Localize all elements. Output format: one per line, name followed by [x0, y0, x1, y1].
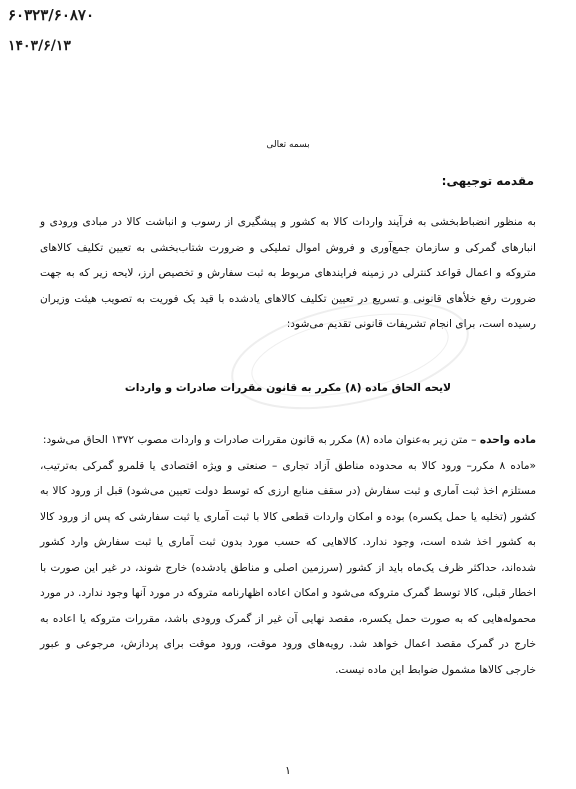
page-number: ۱ — [285, 764, 291, 777]
article-body: «ماده ۸ مکرر– ورود کالا به محدوده مناطق آزاد تجاری – صنعتی و ویژه اقتصادی یا قلمرو گمرکی به‌ترتیب، مستلزم اخذ ثبت آماری و ثبت سفارش (در سقف منابع ارزی که توسط دولت تعیین می‌شود) قبل از ورود کالا به کشور (تخلیه یا حمل یکسره) بوده و امکان واردات قطعی کالا با ثبت آماری یا ثبت سفارشی که پس از ورود کالا به کشور اخذ شده است، وجود ندارد. کالاهایی که حسب مورد بدون ثبت آماری یا ثبت سفارش وارد کشور شده‌اند، حداکثر ظرف یک‌ماه باید از کشور (سرزمین اصلی و مناطق یادشده) خارج شوند، در غیر این صورت با اخطار قبلی، کالا توسط گمرک متروکه می‌شود و امکان اعاده اظهارنامه متروکه در مورد آنها وجود ندارد. در مورد محموله‌هایی که به صورت حمل یکسره، مقصد نهایی آن غیر از گمرک ورودی باشد، مقررات متروکه یا اعاده به خارج در گمرک مقصد اعمال خواهد شد. رویه‌های ورود موقت، ورود موقت برای پردازش، مرجوعی و عبور خارجی کالاها مشمول ضوابط این ماده نیست. — [40, 459, 536, 676]
article-lead: – متن زیر به‌عنوان ماده (۸) مکرر به قانون مقررات صادرات و واردات مصوب ۱۳۷۲ الحاق می‌شود: — [42, 434, 480, 446]
bismillah-header: بسمه تعالی — [266, 140, 310, 150]
article-label: ماده واحده — [479, 434, 536, 446]
article-paragraph — [40, 428, 536, 683]
handwritten-registry-number: ۶۰۳۲۳/۶۰۸۷۰ — [8, 6, 95, 24]
bill-title: لایحه الحاق ماده (۸) مکرر به قانون مقررات صادرات و واردات — [124, 381, 452, 394]
handwritten-date: ۱۴۰۳/۶/۱۳ — [8, 38, 71, 54]
intro-paragraph: به منظور انضباط‌بخشی به فرآیند واردات کالا به کشور و پیشگیری از رسوب و انباشت کالا در مبادی ورودی و انبارهای گمرکی و سازمان جمع‌آوری و فروش اموال تملیکی و ضرورت شتاب‌بخشی به تعیین تکلیف کالاهای متروکه و اعمال قواعد کنترلی در زمینه فرایندهای مربوط به ثبت سفارش و تخصیص ارز، لایحه زیر که به جهت ضرورت رفع خلأهای قانونی و تسریع در تعیین تکلیف کالاهای یادشده با قید یک فوریت به تصویب هیئت وزیران رسیده است، برای انجام تشریفات قانونی تقدیم می‌شود: — [40, 216, 536, 330]
intro-heading: مقدمه توجیهی: — [441, 174, 534, 188]
